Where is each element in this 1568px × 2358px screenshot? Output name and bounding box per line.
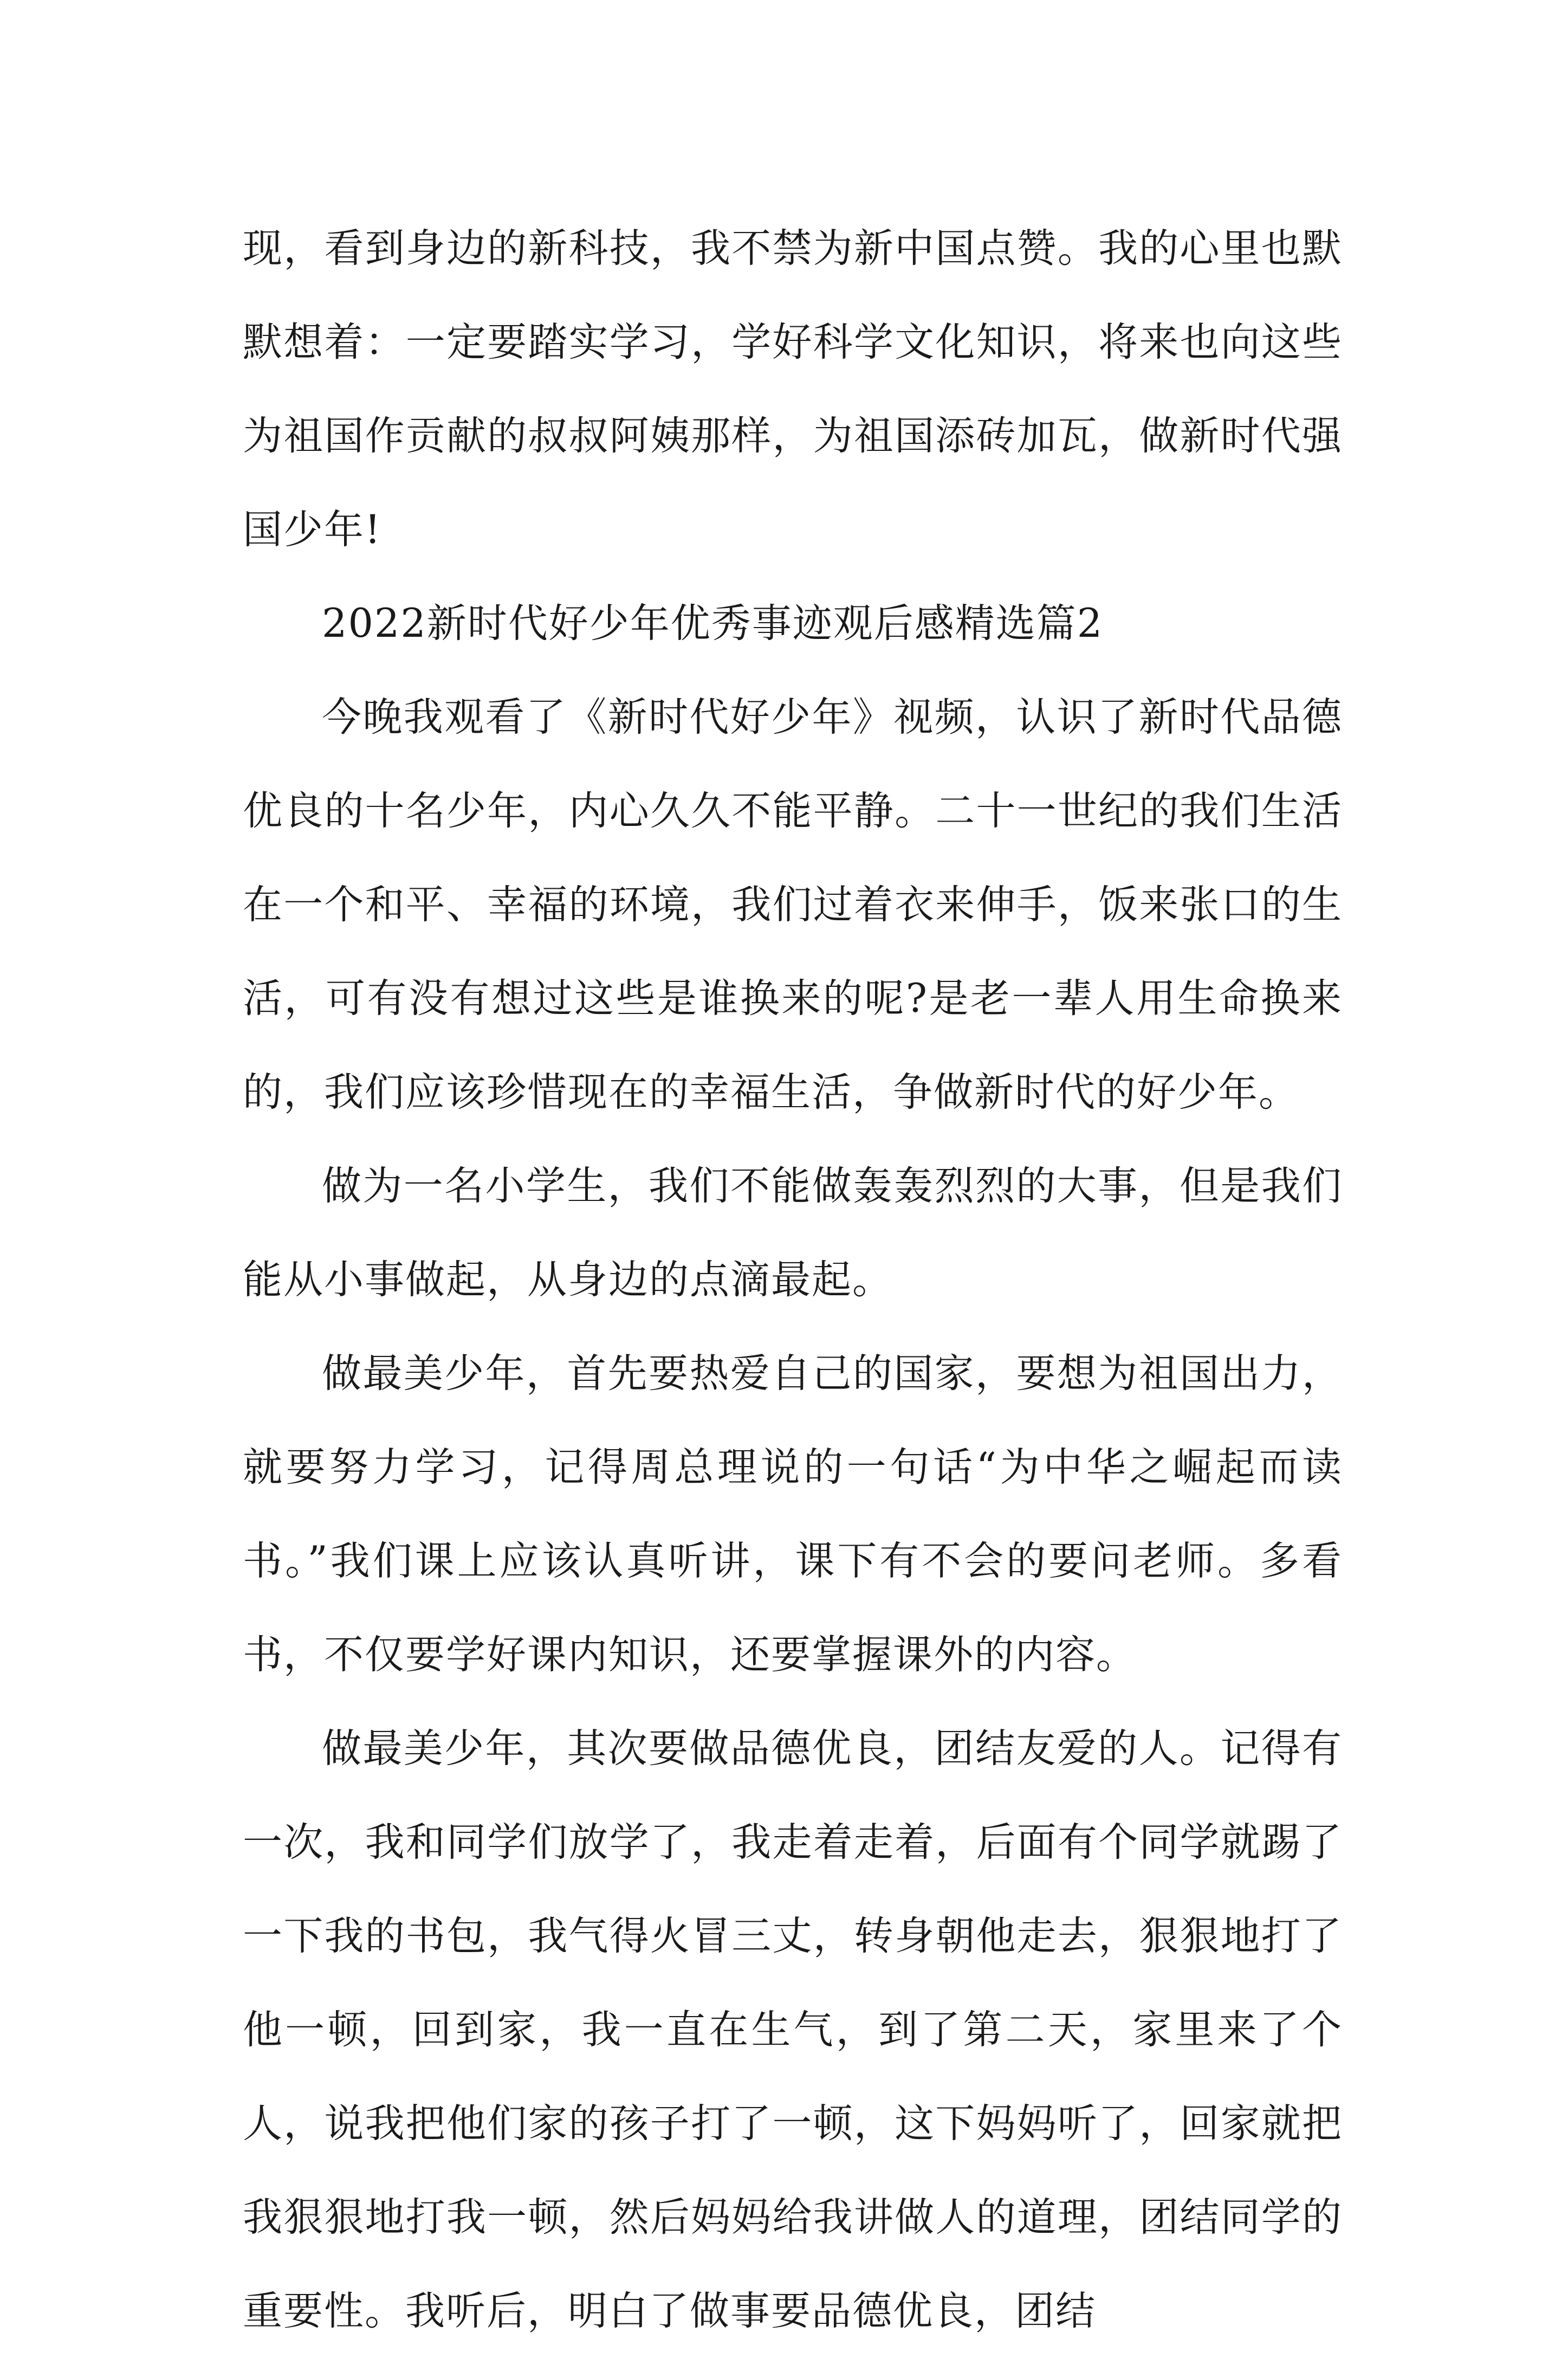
paragraph: 今晚我观看了《新时代好少年》视频，认识了新时代品德优良的十名少年，内心久久不能平静。二十一世纪的我们生活在一个和平、幸福的环境，我们过着衣来伸手，饭来张口的生活，可有没有想过这些是谁换来的呢?是老一辈人用生命换来的，我们应该珍惜现在的幸福生活，争做新时代的好少年。 xyxy=(243,694,1343,1115)
paragraph: 做最美少年，首先要热爱自己的国家，要想为祖国出力，就要努力学习，记得周总理说的一句话“为中华之崛起而读书。”我们课上应该认真听讲，课下有不会的要问老师。多看书，不仅要学好课内知识，还要掌握课外的内容。 xyxy=(243,1351,1343,1678)
paragraph: 做为一名小学生，我们不能做轰轰烈烈的大事，但是我们能从小事做起，从身边的点滴最起。 xyxy=(243,1163,1343,1303)
paragraph: 做最美少年，其次要做品德优良，团结友爱的人。记得有一次，我和同学们放学了，我走着走着，后面有个同学就踢了一下我的书包，我气得火冒三丈，转身朝他走去，狠狠地打了他一顿，回到家，我一直在生气，到了第二天，家里来了个人，说我把他们家的孩子打了一顿，这下妈妈听了，回家就把我狠狠地打我一顿，然后妈妈给我讲做人的道理，团结同学的重要性。我听后，明白了做事要品德优良，团结 xyxy=(243,1726,1343,2334)
paragraph-continuation: 现，看到身边的新科技，我不禁为新中国点赞。我的心里也默默想着：一定要踏实学习，学好科学文化知识，将来也向这些为祖国作贡献的叔叔阿姨那样，为祖国添砖加瓦，做新时代强国少年! xyxy=(243,225,1343,553)
section-heading: 2022新时代好少年优秀事迹观后感精选篇2 xyxy=(322,600,1104,647)
document-body xyxy=(243,202,1343,2358)
